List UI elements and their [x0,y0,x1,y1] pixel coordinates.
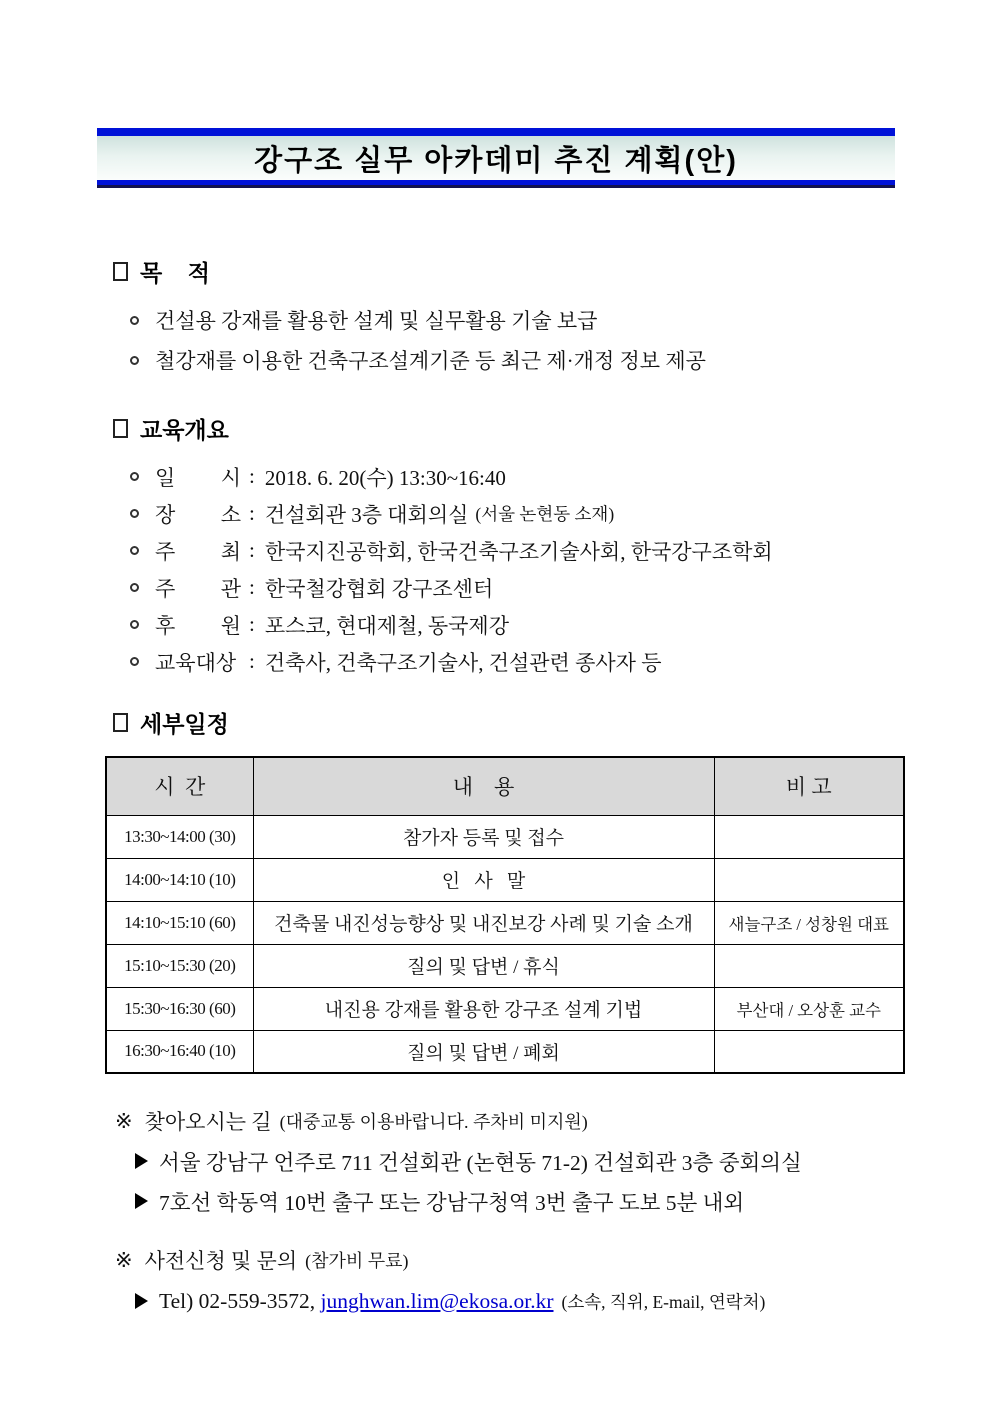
title-banner [97,128,895,188]
purpose-list [130,300,895,380]
overview-label: 주 최 [155,539,241,564]
overview-label: 일 시 [155,465,241,490]
arrow-right-icon [135,1293,148,1309]
cell-content: 참가자 등록 및 접수 [253,815,714,858]
schedule-heading-label: 세부일정 [140,711,229,737]
circle-bullet-icon [130,657,139,666]
reference-mark-icon: ※ [115,1247,133,1272]
overview-value: 건축사, 건축구조기술사, 건설관련 종사자 등 [264,650,662,675]
cell-note: 부산대 / 오상훈 교수 [714,987,904,1030]
directions-title-line [115,1101,895,1141]
overview-label: 후 원 [155,613,241,638]
table-header-row [106,757,904,815]
list-item [130,300,895,340]
overview-value: 포스코, 현대제철, 동국제강 [264,613,509,638]
contact-tel-line [135,1280,895,1322]
cell-note: 새늘구조 / 성창원 대표 [714,901,904,944]
circle-bullet-icon [130,546,139,555]
table-row [106,858,904,901]
purpose-heading [113,255,895,288]
overview-label: 교육대상 [155,650,237,675]
directions-block [115,1101,895,1221]
banner-bottom-bar [97,180,895,188]
contact-block [115,1240,895,1322]
colon: : [249,649,255,673]
contact-note: (참가비 무료) [305,1251,409,1271]
cell-content: 건축물 내진성능향상 및 내진보강 사례 및 기술 소개 [253,901,714,944]
reference-mark-icon: ※ [115,1108,133,1133]
email-link[interactable]: junghwan.lim@ekosa.or.kr [320,1288,554,1313]
overview-value: 건설회관 3층 대회의실 [264,502,469,527]
arrow-right-icon [135,1153,148,1169]
directions-title: 찾아오시는 길 [144,1110,272,1134]
cell-time: 14:10~15:10 (60) [106,901,253,944]
circle-bullet-icon [130,509,139,518]
circle-bullet-icon [130,620,139,629]
schedule-table [105,756,905,1074]
directions-item [135,1141,895,1181]
overview-value: 한국철강협회 강구조센터 [264,576,494,601]
contact-tel: Tel) 02-559-3572, [159,1288,316,1313]
overview-heading [113,412,895,445]
table-row [106,815,904,858]
table-row [106,901,904,944]
colon: : [249,538,255,562]
overview-heading-label: 교육개요 [140,417,229,443]
overview-value: 2018. 6. 20(수) 13:30~16:40 [264,465,506,490]
cell-content: 질의 및 답변 / 휴식 [253,944,714,987]
contact-title-line [115,1240,895,1280]
square-bullet-icon [113,262,128,281]
list-item [130,569,895,606]
overview-label: 장 소 [155,502,241,527]
column-header-time: 시 간 [106,757,253,815]
list-item [130,458,895,495]
table-row [106,1030,904,1073]
contact-suffix: (소속, 직위, E-mail, 연락처) [561,1291,766,1312]
list-item [130,643,895,680]
table-row [106,944,904,987]
cell-content: 내진용 강재를 활용한 강구조 설계 기법 [253,987,714,1030]
column-header-content: 내 용 [253,757,714,815]
circle-bullet-icon [130,583,139,592]
contact-title: 사전신청 및 문의 [144,1249,298,1273]
cell-note [714,815,904,858]
page-content [97,128,895,1322]
list-item [130,495,895,532]
page-title: 강구조 실무 아카데미 추진 계획(안) [254,144,738,177]
cell-time: 15:10~15:30 (20) [106,944,253,987]
overview-value-note: (서울 논현동 소재) [475,504,615,524]
cell-content: 인 사 말 [253,858,714,901]
cell-content: 질의 및 답변 / 폐회 [253,1030,714,1073]
list-item [130,532,895,569]
schedule-heading [113,706,895,739]
banner-top-bar [97,128,895,136]
purpose-heading-label: 목 적 [140,260,210,286]
cell-time: 13:30~14:00 (30) [106,815,253,858]
banner-body [97,136,895,180]
table-row [106,987,904,1030]
square-bullet-icon [113,713,128,732]
circle-bullet-icon [130,472,139,481]
colon: : [249,612,255,636]
cell-time: 15:30~16:30 (60) [106,987,253,1030]
circle-bullet-icon [130,316,139,325]
arrow-right-icon [135,1193,148,1209]
column-header-note: 비 고 [714,757,904,815]
colon: : [249,575,255,599]
overview-value: 한국지진공학회, 한국건축구조기술사회, 한국강구조학회 [264,539,773,564]
cell-note [714,858,904,901]
cell-note [714,944,904,987]
purpose-item-text: 철강재를 이용한 건축구조설계기준 등 최근 제·개정 정보 제공 [155,349,706,373]
directions-item-text: 서울 강남구 언주로 711 건설회관 (논현동 71-2) 건설회관 3층 중회의실 [159,1150,802,1175]
directions-item-text: 7호선 학동역 10번 출구 또는 강남구청역 3번 출구 도보 5분 내외 [159,1190,745,1215]
purpose-item-text: 건설용 강재를 활용한 설계 및 실무활용 기술 보급 [155,309,598,333]
directions-note: (대중교통 이용바랍니다. 주차비 미지원) [279,1112,588,1132]
cell-time: 16:30~16:40 (10) [106,1030,253,1073]
cell-time: 14:00~14:10 (10) [106,858,253,901]
overview-list [130,458,895,680]
directions-item [135,1181,895,1221]
list-item [130,340,895,380]
square-bullet-icon [113,419,128,438]
cell-note [714,1030,904,1073]
circle-bullet-icon [130,356,139,365]
colon: : [249,501,255,525]
colon: : [249,464,255,488]
list-item [130,606,895,643]
overview-label: 주 관 [155,576,241,601]
